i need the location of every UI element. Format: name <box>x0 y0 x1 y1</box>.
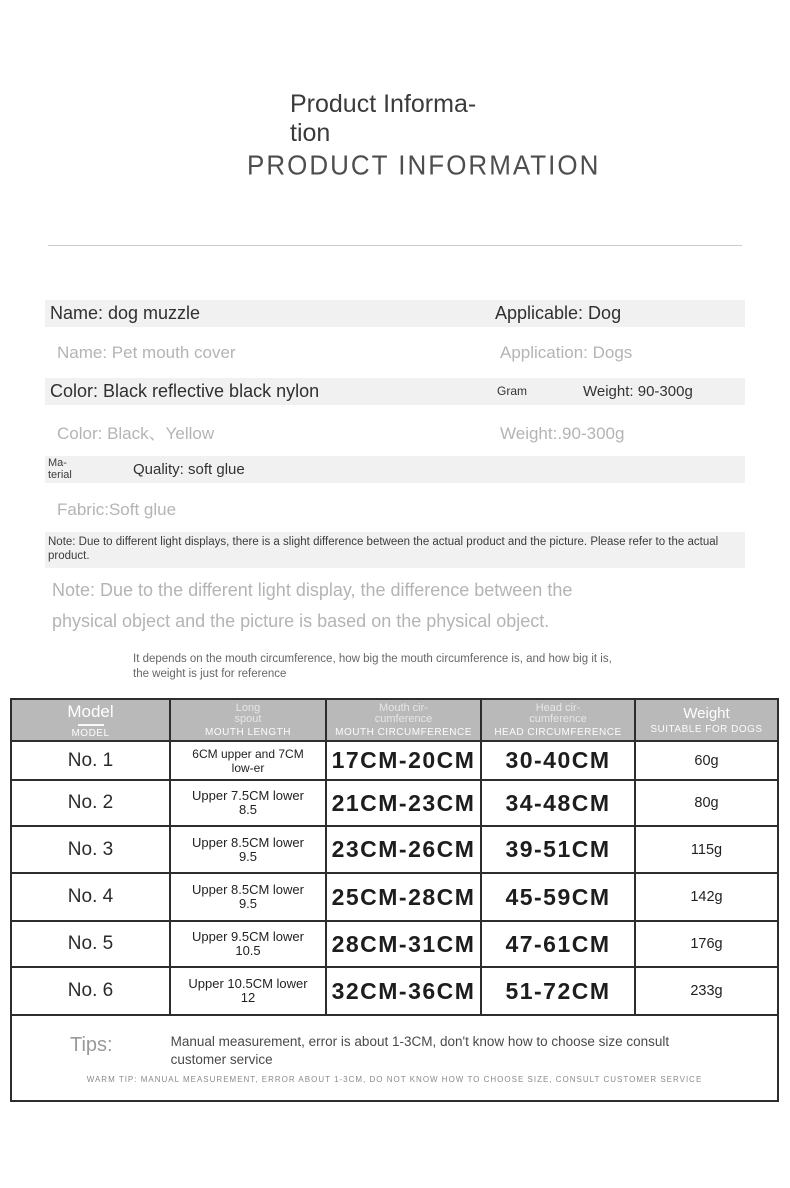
note-gray-line2: physical object and the picture is based on the physical object. <box>52 611 550 631</box>
info-row-color-alt <box>45 422 745 446</box>
color-label: Color: Black reflective black nylon <box>50 381 320 401</box>
header-weight-caps: SUITABLE FOR DOGS <box>650 724 763 735</box>
material-label-line1: Ma- <box>48 457 67 469</box>
size-tip-line1: It depends on the mouth circumference, how big the mouth circumference is, and how big it is, <box>133 653 612 665</box>
cell-mouth-circumference: 32CM-36CM <box>325 968 480 1014</box>
header-head-sub: cumference <box>529 712 587 725</box>
tips-label: Tips: <box>70 1033 113 1056</box>
cell-model: No. 3 <box>67 838 114 860</box>
table-row <box>12 825 777 872</box>
size-table-header <box>12 700 777 740</box>
name-alt-label: Name: Pet mouth cover <box>57 343 236 362</box>
cell-mouth-length: 6CM upper and 7CM low-er <box>169 742 325 779</box>
cell-weight: 80g <box>634 781 777 825</box>
header-length-main: Long <box>235 701 261 714</box>
table-row <box>12 779 777 825</box>
page-title-line1: Product Informa- <box>290 90 477 118</box>
color-alt-label: Color: Black、Yellow <box>57 424 215 443</box>
header-mouth-sub: cumference <box>374 712 433 725</box>
cell-model: No. 6 <box>67 980 114 1001</box>
cell-mouth-length: Upper 9.5CM lower 10.5 <box>169 922 325 966</box>
cell-mouth-length: Upper 8.5CM lower 9.5 <box>169 874 325 920</box>
info-row-fabric <box>45 498 745 522</box>
cell-head-circumference: 47-61CM <box>480 922 634 966</box>
tips-main <box>12 1033 777 1069</box>
header-cell-model <box>12 700 169 740</box>
cell-model: No. 2 <box>67 792 114 813</box>
cell-mouth-circumference: 21CM-23CM <box>325 781 480 825</box>
cell-head-circumference: 39-51CM <box>480 827 634 872</box>
tips-caps: WARM TIP: MANUAL MEASUREMENT, ERROR ABOUT 1-3CM, DO NOT KNOW HOW TO CHOOSE SIZE, CONSULT CUSTOMER SERVICE <box>86 1074 703 1084</box>
note-small-line1: Note: Due to different light displays, there is a slight difference between the actual product and the picture. Please refer to the actual <box>48 536 719 548</box>
gram-label: Gram <box>497 384 527 398</box>
cell-model: No. 1 <box>67 749 114 771</box>
info-row-material <box>45 456 745 483</box>
cell-mouth-length: Upper 8.5CM lower 9.5 <box>169 827 325 872</box>
note-gray-line1: Note: Due to the different light display, the difference between the <box>52 580 573 600</box>
page-subtitle: PRODUCT INFORMATION <box>247 149 601 181</box>
page-title-line2: tion <box>290 119 331 147</box>
table-row <box>12 966 777 1014</box>
cell-weight: 176g <box>634 922 777 966</box>
info-row-name-alt <box>45 341 745 365</box>
header-weight-main: Weight <box>683 705 730 722</box>
table-row <box>12 872 777 920</box>
header-cell-weight <box>634 700 777 740</box>
cell-mouth-circumference: 25CM-28CM <box>325 874 480 920</box>
size-tip-text <box>133 652 612 682</box>
cell-head-circumference: 45-59CM <box>480 874 634 920</box>
cell-model: No. 4 <box>67 886 114 907</box>
header-head-main: Head cir- <box>535 701 581 714</box>
header-cell-mouth-circumference <box>325 700 480 740</box>
note-small-line2: product. <box>48 549 90 562</box>
cell-mouth-circumference: 28CM-31CM <box>325 922 480 966</box>
size-tip-line2: the weight is just for reference <box>133 668 287 680</box>
application-alt-label: Application: Dogs <box>500 343 633 362</box>
size-table <box>10 698 779 1102</box>
cell-mouth-length: Upper 10.5CM lower 12 <box>169 968 325 1014</box>
header-mouth-caps: MOUTH CIRCUMFERENCE <box>335 726 472 738</box>
cell-weight: 142g <box>634 874 777 920</box>
name-label: Name: dog muzzle <box>50 303 201 323</box>
header-model-main: Model <box>67 701 114 721</box>
table-row <box>12 920 777 966</box>
tips-row <box>12 1014 777 1100</box>
divider-line <box>48 245 742 246</box>
cell-model: No. 5 <box>67 933 114 954</box>
cell-mouth-circumference: 17CM-20CM <box>325 742 480 779</box>
cell-mouth-circumference: 23CM-26CM <box>325 827 480 872</box>
quality-label: Quality: soft glue <box>133 461 245 478</box>
note-bar <box>45 532 745 568</box>
header-mouth-main: Mouth cir- <box>379 701 428 714</box>
cell-mouth-length: Upper 7.5CM lower 8.5 <box>169 781 325 825</box>
page-title <box>290 90 476 148</box>
table-row <box>12 740 777 779</box>
info-row-name <box>45 300 745 327</box>
header-cell-mouth-length <box>169 700 325 740</box>
header-model-underline <box>78 724 104 726</box>
header-length-sub: spout <box>234 712 262 725</box>
weight-label: Weight: 90-300g <box>583 383 693 400</box>
header-head-caps: HEAD CIRCUMFERENCE <box>494 726 622 738</box>
cell-weight: 60g <box>634 742 777 779</box>
header-length-caps: MOUTH LENGTH <box>205 726 291 738</box>
applicable-label: Applicable: Dog <box>495 303 622 323</box>
header-cell-head-circumference <box>480 700 634 740</box>
header-model-caps: MODEL <box>71 727 110 739</box>
info-row-color <box>45 378 745 405</box>
cell-head-circumference: 51-72CM <box>480 968 634 1014</box>
material-label-line2: terial <box>48 468 72 481</box>
tips-text: Manual measurement, error is about 1-3CM, don't know how to choose size consult customer service <box>170 1033 670 1067</box>
cell-weight: 115g <box>634 827 777 872</box>
cell-head-circumference: 34-48CM <box>480 781 634 825</box>
cell-weight: 233g <box>634 968 777 1014</box>
weight-alt-label: Weight:.90-300g <box>500 424 625 443</box>
fabric-label: Fabric:Soft glue <box>57 500 177 519</box>
cell-head-circumference: 30-40CM <box>480 742 634 779</box>
